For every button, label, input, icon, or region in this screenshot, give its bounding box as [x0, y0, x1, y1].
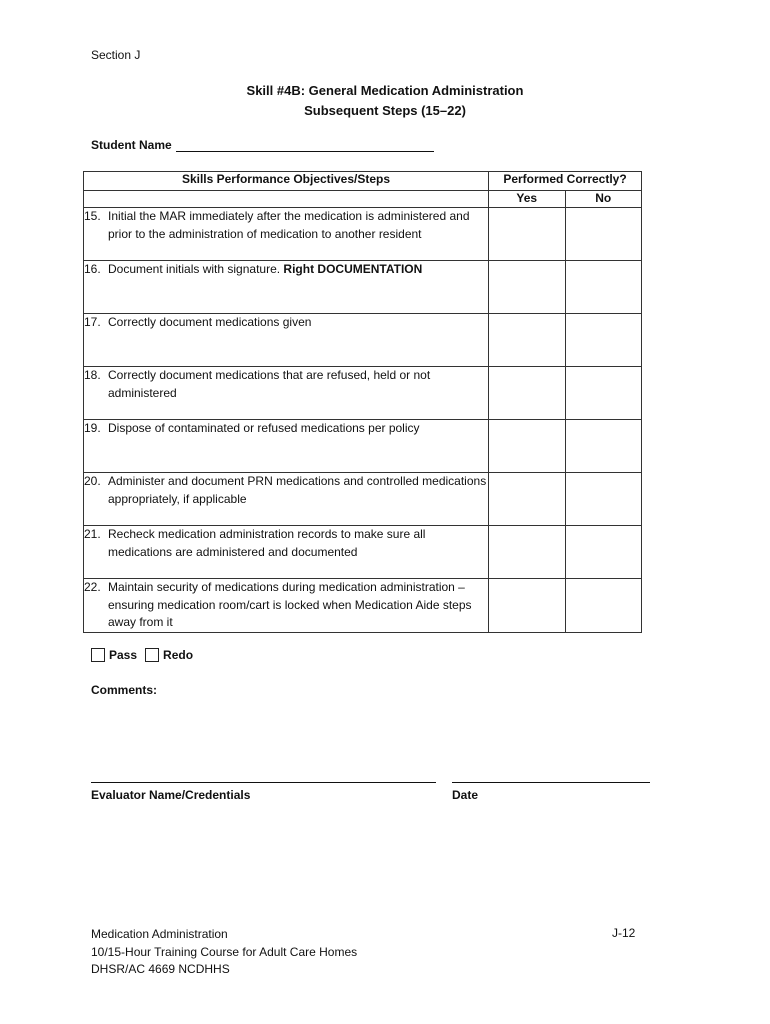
table-row [84, 473, 642, 526]
step-text-emphasis: Right DOCUMENTATION [283, 262, 423, 276]
no-cell[interactable] [565, 367, 642, 420]
step-number: 16. [84, 262, 101, 276]
step-cell [84, 261, 489, 314]
student-name-label: Student Name [91, 138, 172, 152]
step-number: 22. [84, 580, 101, 594]
step-item [84, 526, 488, 561]
yes-cell[interactable] [489, 473, 566, 526]
step-text-plain: Correctly document medications given [108, 315, 312, 329]
col-header-yes: Yes [489, 191, 566, 208]
step-text [108, 314, 488, 332]
step-text [108, 208, 488, 243]
step-text [108, 420, 488, 438]
date-label: Date [452, 788, 479, 802]
evaluator-signature-line[interactable] [91, 782, 436, 783]
step-item [84, 579, 488, 632]
step-item [84, 473, 488, 508]
table-row [84, 420, 642, 473]
step-number: 15. [84, 209, 101, 223]
step-number: 21. [84, 527, 101, 541]
step-text-plain: Correctly document medications that are refused, held or not administered [108, 368, 431, 400]
pass-label: Pass [109, 648, 138, 662]
col-header-no: No [565, 191, 642, 208]
step-number: 19. [84, 421, 101, 435]
no-cell[interactable] [565, 314, 642, 367]
step-number: 20. [84, 474, 101, 488]
comments-label: Comments: [91, 683, 158, 697]
redo-label: Redo [163, 648, 194, 662]
section-label: Section J [91, 48, 141, 62]
skills-table [83, 171, 642, 633]
page-number: J-12 [612, 926, 636, 940]
yes-cell[interactable] [489, 261, 566, 314]
step-number: 18. [84, 368, 101, 382]
step-number: 17. [84, 315, 101, 329]
footer-line-2: 10/15-Hour Training Course for Adult Care Homes [91, 944, 358, 959]
page-subtitle: Subsequent Steps (15–22) [304, 103, 466, 118]
footer-line-1: Medication Administration [91, 927, 228, 941]
step-text [108, 367, 488, 402]
step-text [108, 473, 488, 508]
yes-cell[interactable] [489, 367, 566, 420]
step-item [84, 208, 488, 243]
step-text-plain: Recheck medication administration records to make sure all medications are administered and documented [108, 527, 426, 559]
table-row [84, 526, 642, 579]
pass-checkbox[interactable] [91, 648, 105, 662]
step-cell [84, 314, 489, 367]
step-cell [84, 367, 489, 420]
step-text-plain: Administer and document PRN medications and controlled medications appropriately, if applicable [108, 474, 487, 506]
footer-line-3: DHSR/AC 4669 NCDHHS [91, 962, 230, 976]
step-cell [84, 420, 489, 473]
student-name-field[interactable] [176, 139, 434, 152]
student-name-row [91, 138, 434, 152]
yes-cell[interactable] [489, 420, 566, 473]
result-row [91, 648, 201, 662]
no-cell[interactable] [565, 261, 642, 314]
step-item [84, 367, 488, 402]
yes-cell[interactable] [489, 314, 566, 367]
col-header-steps: Skills Performance Objectives/Steps [84, 172, 489, 191]
steps-body [84, 208, 642, 633]
table-row [84, 208, 642, 261]
step-item [84, 420, 488, 438]
yes-cell[interactable] [489, 208, 566, 261]
page-title: Skill #4B: General Medication Administration [246, 83, 524, 98]
step-cell [84, 473, 489, 526]
no-cell[interactable] [565, 420, 642, 473]
step-text [108, 526, 488, 561]
step-text-plain: Maintain security of medications during medication administration – ensuring medication room/cart is locked when Medication Aide steps away from it [108, 580, 472, 629]
table-row [84, 579, 642, 633]
step-text [108, 579, 488, 632]
no-cell[interactable] [565, 208, 642, 261]
step-item [84, 261, 488, 279]
step-cell [84, 526, 489, 579]
step-text-plain: Initial the MAR immediately after the medication is administered and prior to the administration of medication to another resident [108, 209, 470, 241]
table-row [84, 261, 642, 314]
evaluator-label: Evaluator Name/Credentials [91, 788, 251, 802]
step-text-plain: Document initials with signature. [108, 262, 284, 276]
col-header-steps-spacer [84, 191, 489, 208]
no-cell[interactable] [565, 579, 642, 633]
date-signature-line[interactable] [452, 782, 650, 783]
step-text [108, 261, 488, 279]
footer [91, 926, 357, 979]
step-text-plain: Dispose of contaminated or refused medications per policy [108, 421, 420, 435]
col-header-performed: Performed Correctly? [489, 172, 642, 191]
no-cell[interactable] [565, 526, 642, 579]
step-cell [84, 579, 489, 633]
no-cell[interactable] [565, 473, 642, 526]
yes-cell[interactable] [489, 579, 566, 633]
table-row [84, 314, 642, 367]
redo-checkbox[interactable] [145, 648, 159, 662]
step-cell [84, 208, 489, 261]
table-row [84, 367, 642, 420]
yes-cell[interactable] [489, 526, 566, 579]
step-item [84, 314, 488, 332]
